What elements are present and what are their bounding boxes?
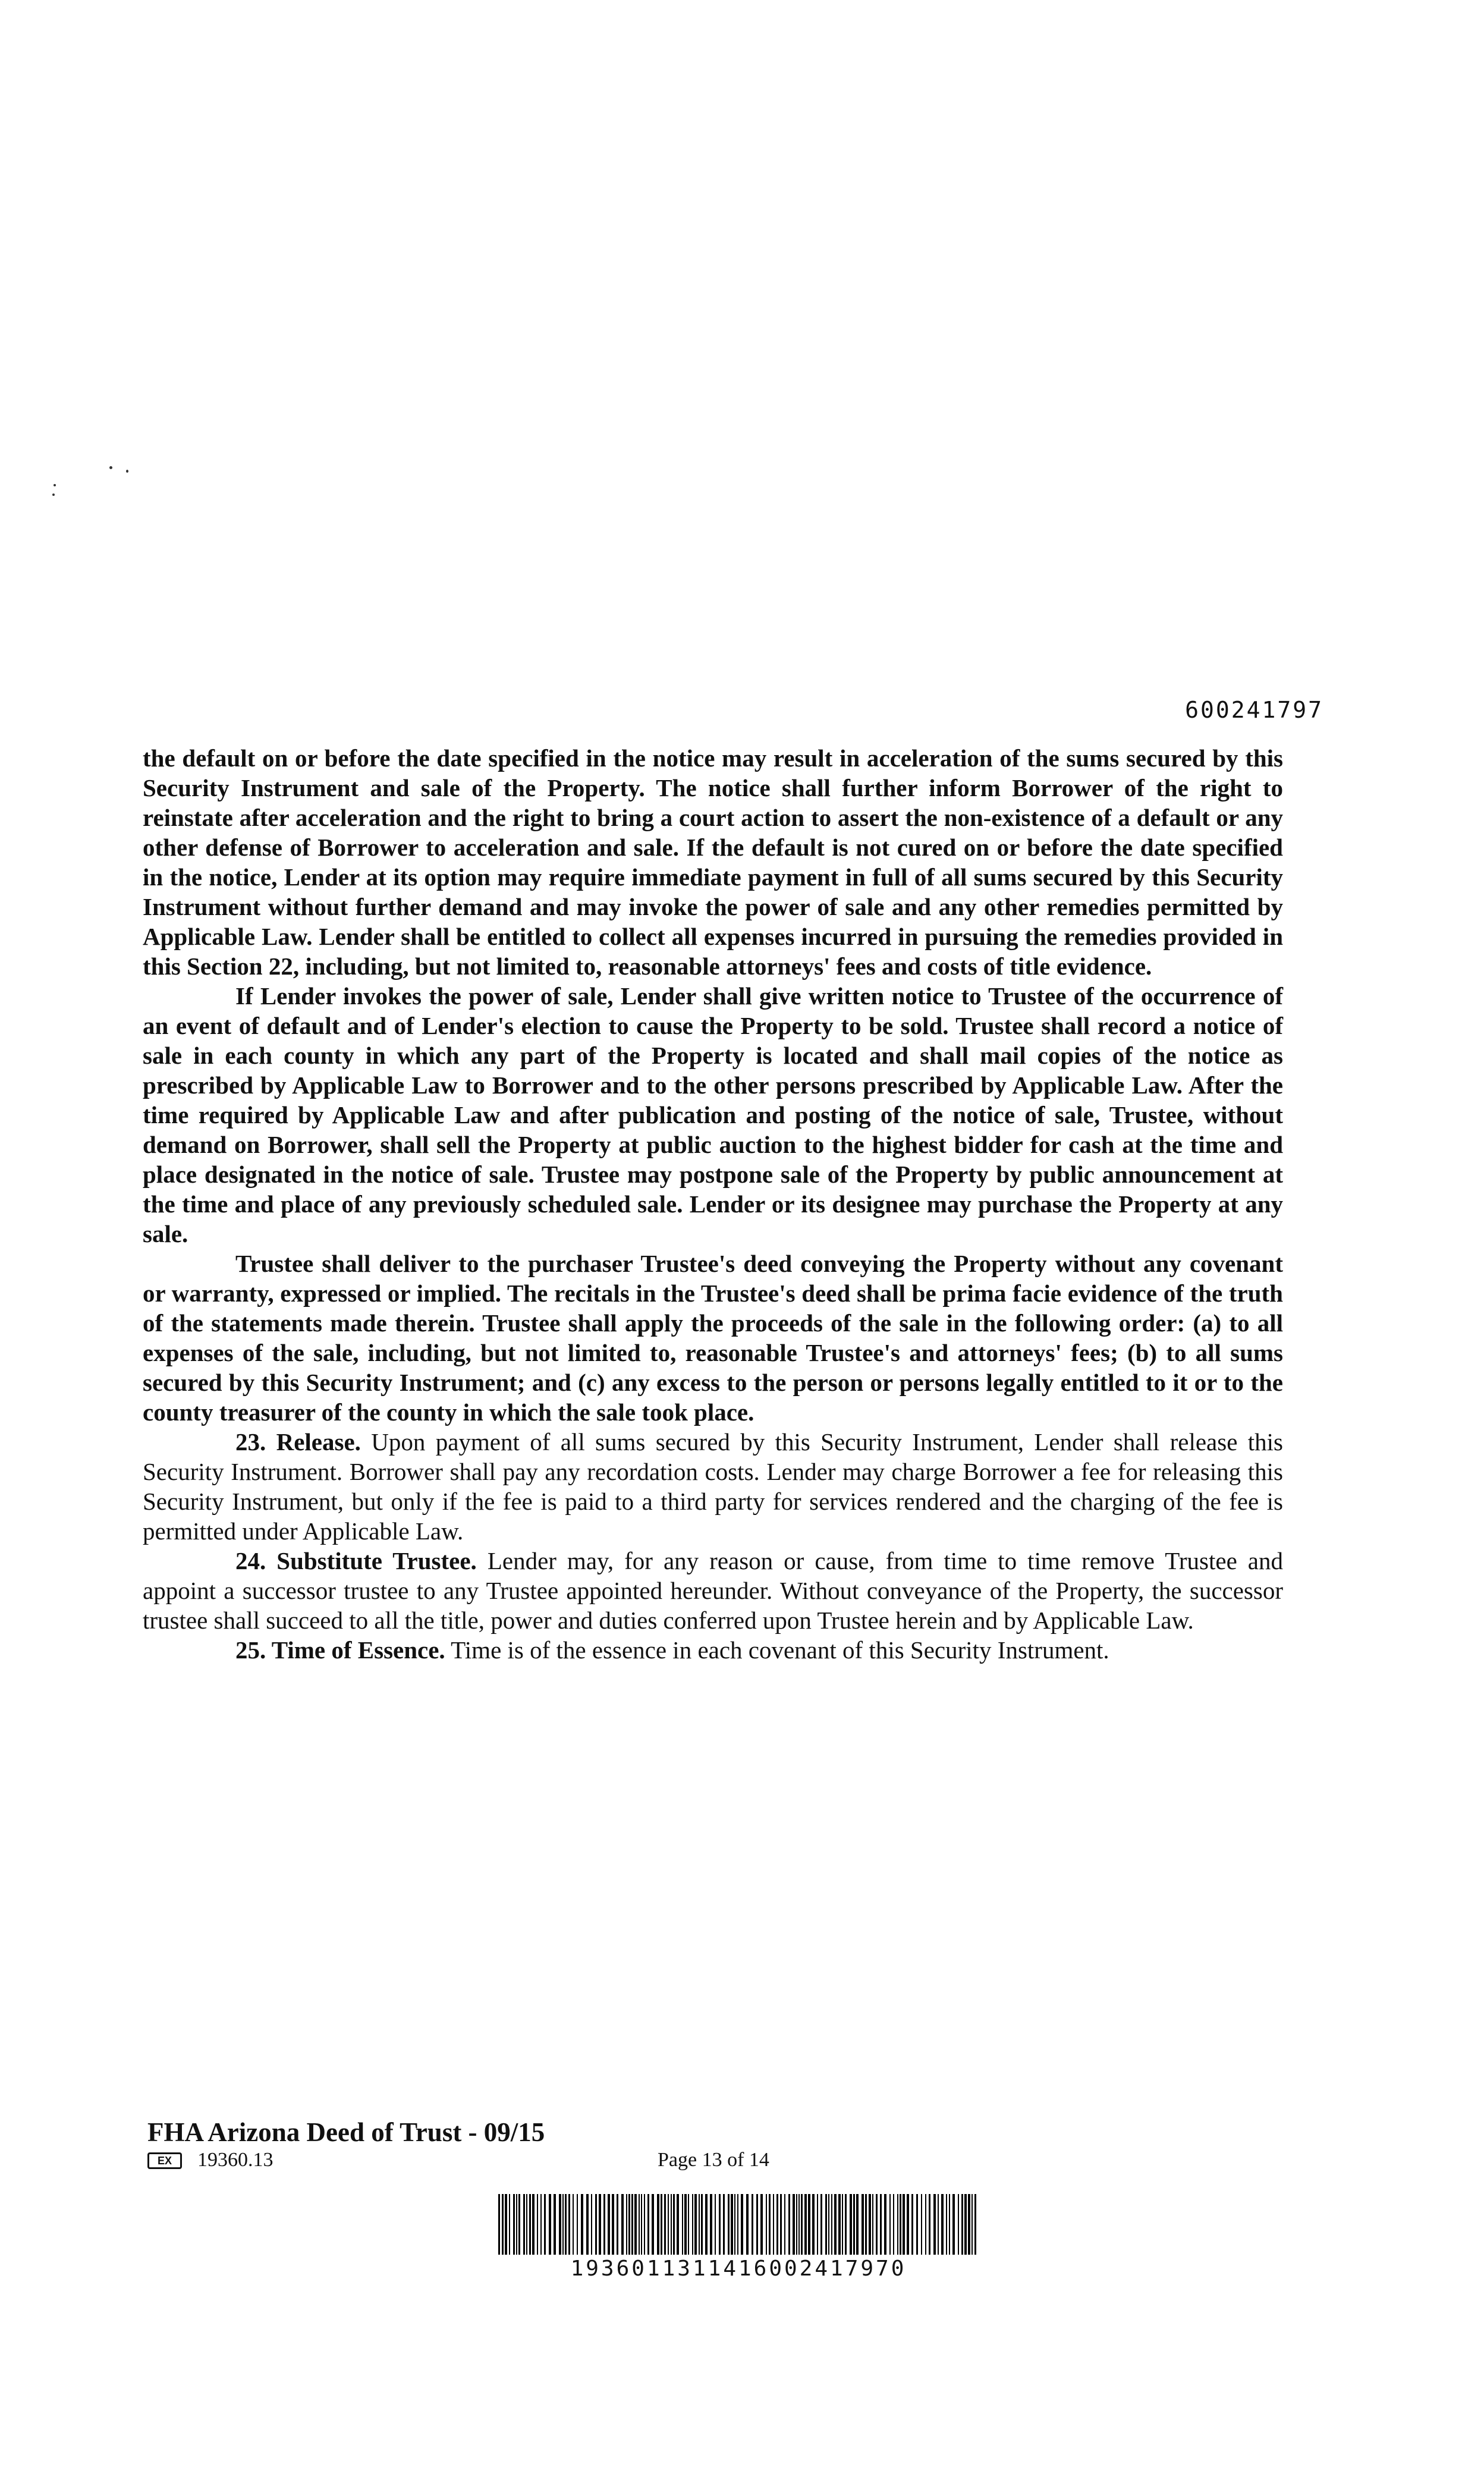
scan-specks xyxy=(48,464,166,535)
barcode-bar xyxy=(780,2194,782,2255)
barcode-bar xyxy=(628,2194,630,2255)
barcode-bar xyxy=(684,2194,687,2255)
scan-speck xyxy=(54,484,56,486)
barcode-bar xyxy=(971,2194,973,2255)
barcode-bar xyxy=(559,2194,561,2255)
barcode-bar xyxy=(872,2194,873,2255)
barcode-bar xyxy=(938,2194,939,2255)
section-24-text: Lender may, for any reason or cause, from time to time remove Trustee and appoint a successor trustee to any Trustee appointed hereunder. Without conveyance of the Property, the successor trustee shall succeed to all the title, power and duties conferred upon Trustee herein and by Applicable Law. xyxy=(143,1547,1283,1634)
barcode-bar xyxy=(804,2194,807,2255)
barcode-bar xyxy=(701,2194,703,2255)
barcode-bar xyxy=(929,2194,930,2255)
barcode-bar xyxy=(952,2194,955,2255)
barcode-bar xyxy=(634,2194,637,2255)
barcode-bar xyxy=(631,2194,633,2255)
barcode-bar xyxy=(621,2194,624,2255)
barcode-bar xyxy=(812,2194,815,2255)
barcode-bar xyxy=(949,2194,950,2255)
barcode-bar xyxy=(842,2194,843,2255)
barcode-bar xyxy=(562,2194,564,2255)
barcode-bar xyxy=(573,2194,574,2255)
barcode-bar xyxy=(925,2194,926,2255)
barcode-bar xyxy=(746,2194,749,2255)
barcode-bar xyxy=(903,2194,905,2255)
barcode-bar xyxy=(773,2194,774,2255)
barcode-bar xyxy=(554,2194,556,2255)
barcode-bar xyxy=(532,2194,535,2255)
barcode-bar xyxy=(509,2194,510,2255)
barcode-bar xyxy=(933,2194,936,2255)
barcode-bar xyxy=(537,2194,538,2255)
scan-speck xyxy=(52,494,55,496)
barcode-bar xyxy=(612,2194,614,2255)
barcode-bar xyxy=(876,2194,878,2255)
barcode-bar xyxy=(647,2194,649,2255)
barcode-bar xyxy=(523,2194,525,2255)
barcode-bar xyxy=(699,2194,700,2255)
barcode-bar xyxy=(793,2194,795,2255)
barcode-bar xyxy=(608,2194,610,2255)
barcode-bar xyxy=(756,2194,758,2255)
barcode-bar xyxy=(741,2194,743,2255)
barcode-icon xyxy=(495,2194,982,2265)
barcode-bar xyxy=(668,2194,669,2255)
barcode-bar xyxy=(688,2194,689,2255)
barcode-bar xyxy=(603,2194,605,2255)
barcode-bar xyxy=(673,2194,675,2255)
barcode-bar xyxy=(677,2194,679,2255)
barcode-bar xyxy=(838,2194,841,2255)
barcode-bar xyxy=(734,2194,735,2255)
barcode-bar xyxy=(705,2194,708,2255)
barcode-bar xyxy=(961,2194,963,2255)
barcode-bar xyxy=(907,2194,909,2255)
section-23-release xyxy=(143,1427,1283,1546)
barcode-bar xyxy=(529,2194,531,2255)
section-24-substitute-trustee xyxy=(143,1546,1283,1635)
barcode-bar xyxy=(897,2194,898,2255)
barcode-bar xyxy=(502,2194,504,2255)
barcode-bar xyxy=(526,2194,527,2255)
barcode-bar xyxy=(694,2194,697,2255)
barcode-bar xyxy=(591,2194,592,2255)
barcode-bar xyxy=(900,2194,901,2255)
barcode-bar xyxy=(817,2194,818,2255)
barcode-bar xyxy=(626,2194,627,2255)
barcode-bar xyxy=(728,2194,730,2255)
barcode-bar xyxy=(893,2194,894,2255)
section-23-text: Upon payment of all sums secured by this Security Instrument, Lender shall release this Security Instrument. Borrower shall pay any recordation costs. Lender may charge Borrower a fee for releasing this Security Instrument, but only if the fee is paid to a third party for services rendered and the charging of the fee is permitted under Applicable Law. xyxy=(143,1428,1283,1545)
barcode-bar xyxy=(692,2194,693,2255)
section-25-heading: 25. Time of Essence. xyxy=(235,1636,445,1664)
barcode-bar xyxy=(505,2194,507,2255)
barcode-bar xyxy=(776,2194,778,2255)
barcode-bar xyxy=(657,2194,659,2255)
barcode-bar xyxy=(865,2194,867,2255)
barcode-bar xyxy=(856,2194,859,2255)
barcode-bar xyxy=(808,2194,810,2255)
barcode-bar xyxy=(964,2194,967,2255)
barcode-bar xyxy=(796,2194,797,2255)
barcode-bar xyxy=(595,2194,597,2255)
barcode-bar xyxy=(916,2194,918,2255)
barcode-bar xyxy=(831,2194,832,2255)
barcode-bar xyxy=(766,2194,767,2255)
barcode-bar xyxy=(731,2194,733,2255)
paragraph-power-of-sale: If Lender invokes the power of sale, Lender shall give written notice to Trustee of the occurrence of an event of default and of Lender's election to cause the Property to be sold. Trustee shall record a notice of sale in each county in which any part of the Property is located and shall mail copies of the notice as prescribed by Applicable Law to Borrower and to the other persons prescribed by Applicable Law. After the time required by Applicable Law and after publication and posting of the notice of sale, Trustee, without demand on Borrower, shall sell the Property at public auction to the highest bidder for cash at the time and place designated in the notice of sale. Trustee may postpone sale of the Property by public announcement at the time and place of any previously scheduled sale. Lender or its designee may purchase the Property at any sale. xyxy=(143,982,1283,1247)
barcode-bar xyxy=(671,2194,672,2255)
page-indicator: Page 13 of 14 xyxy=(658,2149,769,2171)
form-logo-icon: EX xyxy=(147,2152,182,2169)
barcode-bar xyxy=(664,2194,666,2255)
barcode-bar xyxy=(565,2194,567,2255)
barcode-bar xyxy=(884,2194,886,2255)
barcode-bar xyxy=(862,2194,864,2255)
barcode-bar xyxy=(641,2194,642,2255)
barcode-bar xyxy=(869,2194,871,2255)
barcode-bar xyxy=(968,2194,970,2255)
barcode-bar xyxy=(941,2194,944,2255)
barcode-bar xyxy=(845,2194,847,2255)
barcode-bar xyxy=(639,2194,640,2255)
barcode-bar xyxy=(682,2194,683,2255)
barcode-bar xyxy=(710,2194,712,2255)
barcode-bar xyxy=(850,2194,852,2255)
barcode-bar xyxy=(617,2194,618,2255)
section-23-heading: 23. Release. xyxy=(235,1428,361,1456)
barcode-bar xyxy=(644,2194,645,2255)
barcode-bar xyxy=(513,2194,515,2255)
barcode-bar xyxy=(853,2194,855,2255)
barcode-bar xyxy=(719,2194,721,2255)
form-number: 19360.13 xyxy=(197,2149,273,2171)
barcode-bar xyxy=(825,2194,827,2255)
barcode-bar xyxy=(834,2194,837,2255)
section-24-heading: 24. Substitute Trustee. xyxy=(235,1547,477,1574)
barcode-bar xyxy=(784,2194,785,2255)
barcode-bar xyxy=(581,2194,583,2255)
barcode-bar xyxy=(958,2194,959,2255)
barcode-bar xyxy=(544,2194,546,2255)
barcode-bar xyxy=(828,2194,829,2255)
barcode-text: 1936011311416002417970 xyxy=(570,2256,907,2280)
barcode-bar xyxy=(540,2194,542,2255)
barcode-bar xyxy=(652,2194,654,2255)
barcode-bar xyxy=(577,2194,578,2255)
barcode-bar xyxy=(921,2194,922,2255)
barcode-bar xyxy=(820,2194,822,2255)
section-25-text: Time is of the essence in each covenant of this Security Instrument. xyxy=(445,1636,1109,1664)
barcode-bar xyxy=(788,2194,790,2255)
barcode-bar xyxy=(889,2194,891,2255)
section-25-time-of-essence xyxy=(143,1635,1283,1665)
barcode-bar xyxy=(549,2194,551,2255)
form-info-row xyxy=(147,2149,801,2177)
barcode-bar xyxy=(498,2194,500,2255)
barcode-bar xyxy=(769,2194,771,2255)
barcode-bar xyxy=(798,2194,800,2255)
paragraph-trustee-deed: Trustee shall deliver to the purchaser Trustee's deed conveying the Property without any covenant or warranty, expressed or implied. The recitals in the Trustee's deed shall be prima facie evidence of the truth of the statements made therein. Trustee shall apply the proceeds of the sale in the following order: (a) to all expenses of the sale, including, but not limited to, reasonable Trustee's and attorneys' fees; (b) to all sums secured by this Security Instrument; and (c) any excess to the person or persons legally entitled to it or to the county treasurer of the county in which the sale took place. xyxy=(143,1250,1283,1426)
barcode-bar xyxy=(911,2194,913,2255)
barcode-bar xyxy=(946,2194,947,2255)
barcode-bar xyxy=(752,2194,753,2255)
barcode-bar xyxy=(516,2194,517,2255)
barcode-bar xyxy=(568,2194,570,2255)
form-title: FHA Arizona Deed of Trust - 09/15 xyxy=(147,2117,545,2147)
barcode-bar xyxy=(737,2194,738,2255)
barcode-bar xyxy=(723,2194,725,2255)
barcode-bar xyxy=(586,2194,589,2255)
barcode-bar xyxy=(974,2194,976,2255)
scan-speck xyxy=(109,466,112,469)
barcode-bar xyxy=(760,2194,763,2255)
barcode-bar xyxy=(518,2194,520,2255)
document-body xyxy=(143,743,1283,1665)
barcode-bar xyxy=(801,2194,803,2255)
barcode-bar xyxy=(880,2194,882,2255)
barcode-bar xyxy=(661,2194,662,2255)
barcode-bar xyxy=(599,2194,601,2255)
paragraph-default-notice: the default on or before the date specified in the notice may result in acceleration of the sums secured by this Security Instrument and sale of the Property. The notice shall further inform Borrower of the right to reinstate after acceleration and the right to bring a court action to assert the non-existence of a default or any other defense of Borrower to acceleration and sale. If the default is not cured on or before the date specified in the notice, Lender at its option may require immediate payment in full of all sums secured by this Security Instrument without further demand and may invoke the power of sale and any other remedies permitted by Applicable Law. Lender shall be entitled to collect all expenses incurred in pursuing the remedies provided in this Section 22, including, but not limited to, reasonable attorneys' fees and costs of title evidence. xyxy=(143,744,1283,980)
scan-speck xyxy=(126,470,128,473)
barcode-bar xyxy=(715,2194,716,2255)
loan-number: 600241797 xyxy=(1185,697,1323,723)
